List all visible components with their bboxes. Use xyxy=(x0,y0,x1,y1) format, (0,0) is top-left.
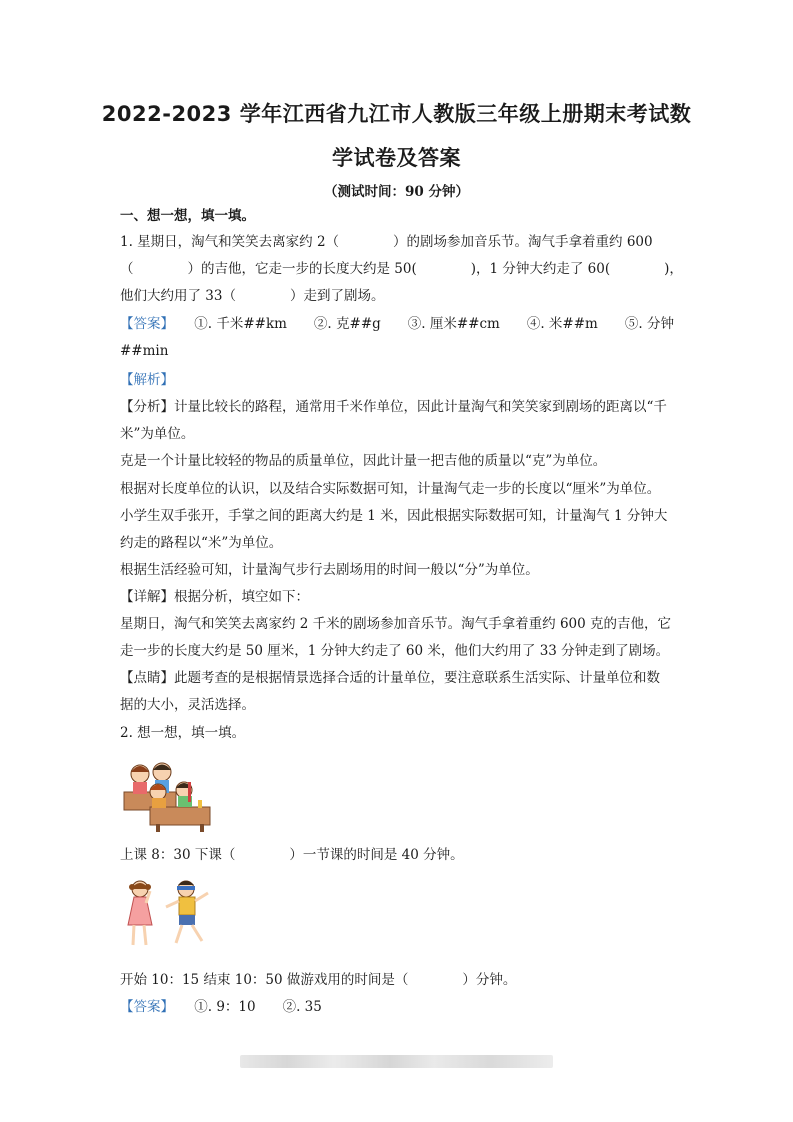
answer-text: ①. 9：10 ②. 35 xyxy=(167,999,322,1015)
fenxi-line: 克是一个计量比较轻的物品的质量单位，因此计量一把吉他的质量以“克”为单位。 xyxy=(120,453,607,469)
fenxi-line: 【分析】计量比较长的路程，通常用千米作单位，因此计量淘气和笑笑家到剧场的距离以“千 xyxy=(120,399,667,415)
q2-stem: 2. 想一想，填一填。 xyxy=(120,725,246,741)
time-note: （测试时间：90 分钟） xyxy=(324,184,469,200)
analysis-tag: 【解析】 xyxy=(120,372,174,388)
title-line-1: 2022-2023 学年江西省九江市人教版三年级上册期末考试数 xyxy=(101,102,692,126)
answer-tag: 【答案】 xyxy=(120,316,168,332)
q1-answer xyxy=(120,315,680,333)
fenxi-line: 米”为单位。 xyxy=(120,426,195,442)
footer-blurred-bar xyxy=(240,1055,553,1068)
fenxi-line: 小学生双手张开，手掌之间的距离大约是 1 米，因此根据实际数据可知，计量淘气 1 分钟大 xyxy=(120,508,668,524)
classroom-illustration-icon xyxy=(120,752,220,832)
xiangjie-line: 【详解】根据分析，填空如下： xyxy=(120,589,309,605)
dianjing-line: 据的大小，灵活选择。 xyxy=(120,697,255,713)
q1-answer-cont: ##min xyxy=(120,343,169,359)
q1-line-1: 1. 星期日，淘气和笑笑去离家约 2（ ）的剧场参加音乐节。淘气手拿着重约 600 xyxy=(120,234,653,250)
answer-tag: 【答案】 xyxy=(120,999,168,1015)
answer-text: ①. 千米##km ②. 克##g ③. 厘米##cm ④. 米##m ⑤. 分钟 xyxy=(167,316,674,332)
q1-line-2: （ ）的吉他，它走一步的长度大约是 50( )，1 分钟大约走了 60( )， xyxy=(120,261,683,277)
q2-game-line: 开始 10：15 结束 10：50 做游戏用的时间是（ ）分钟。 xyxy=(120,972,517,988)
q2-class-line: 上课 8：30 下课（ ）一节课的时间是 40 分钟。 xyxy=(120,847,464,863)
xiangjie-line: 星期日，淘气和笑笑去离家约 2 千米的剧场参加音乐节。淘气手拿着重约 600 克的吉他，它 xyxy=(120,616,672,632)
q2-answer xyxy=(120,998,680,1016)
fenxi-line: 根据对长度单位的认识，以及结合实际数据可知，计量淘气走一步的长度以“厘米”为单位。 xyxy=(120,481,661,497)
q1-line-3: 他们大约用了 33（ ）走到了剧场。 xyxy=(120,288,385,304)
fenxi-line: 约走的路程以“米”为单位。 xyxy=(120,535,283,551)
xiangjie-line: 走一步的长度大约是 50 厘米，1 分钟大约走了 60 米，他们大约用了 33 分钟走到了剧场。 xyxy=(120,643,670,659)
children-playing-illustration-icon xyxy=(122,877,214,953)
section-heading: 一、想一想，填一填。 xyxy=(120,208,255,224)
title-line-2: 学试卷及答案 xyxy=(332,146,461,170)
fenxi-line: 根据生活经验可知，计量淘气步行去剧场用的时间一般以“分”为单位。 xyxy=(120,562,539,578)
dianjing-line: 【点睛】此题考查的是根据情景选择合适的计量单位，要注意联系生活实际、计量单位和数 xyxy=(120,670,660,686)
